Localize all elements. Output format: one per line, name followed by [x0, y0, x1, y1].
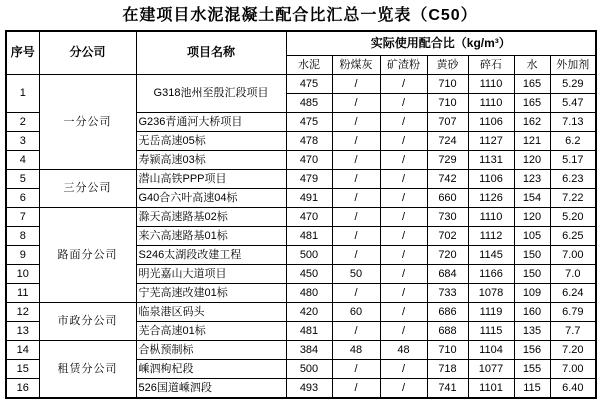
value-cell: 120 — [514, 151, 550, 170]
project-cell: 嵊泗枸杞段 — [136, 360, 286, 379]
value-cell: 710 — [427, 94, 468, 113]
value-cell: 720 — [427, 246, 468, 265]
page-title: 在建项目水泥混凝土配合比汇总一览表（C50） — [122, 7, 478, 24]
value-cell: 155 — [514, 360, 550, 379]
row-number-cell: 15 — [6, 360, 39, 379]
value-cell: 724 — [427, 132, 468, 151]
project-cell: 宁芜高速改建01标 — [136, 284, 286, 303]
value-cell: 481 — [286, 227, 332, 246]
value-cell: / — [380, 284, 427, 303]
value-cell: 688 — [427, 322, 468, 341]
value-cell: 150 — [514, 265, 550, 284]
value-cell: 1106 — [468, 113, 514, 132]
project-cell: 潜山高铁PPP项目 — [136, 170, 286, 189]
value-cell: / — [332, 322, 380, 341]
header-sand: 黄砂 — [427, 56, 468, 75]
value-cell: 6.2 — [550, 132, 596, 151]
value-cell: 6.25 — [550, 227, 596, 246]
row-number-cell: 11 — [6, 284, 39, 303]
value-cell: / — [380, 360, 427, 379]
branch-cell: 租赁分公司 — [39, 341, 136, 399]
value-cell: 1110 — [468, 208, 514, 227]
value-cell: 121 — [514, 132, 550, 151]
value-cell: 1127 — [468, 132, 514, 151]
value-cell: 480 — [286, 284, 332, 303]
value-cell: 48 — [332, 341, 380, 360]
row-number-cell: 10 — [6, 265, 39, 284]
table-row — [6, 75, 596, 94]
branch-cell: 一分公司 — [39, 75, 136, 170]
header-water: 水 — [514, 56, 550, 75]
value-cell: 165 — [514, 75, 550, 94]
header-fly-ash: 粉煤灰 — [332, 56, 380, 75]
table-header — [6, 31, 596, 75]
value-cell: 5.20 — [550, 208, 596, 227]
value-cell: / — [332, 132, 380, 151]
value-cell: / — [380, 227, 427, 246]
value-cell: / — [332, 208, 380, 227]
value-cell: / — [332, 151, 380, 170]
value-cell: 475 — [286, 113, 332, 132]
project-cell: 寿颍高速03标 — [136, 151, 286, 170]
project-cell: 临泉港区码头 — [136, 303, 286, 322]
value-cell: / — [332, 360, 380, 379]
project-cell: 合枞预制标 — [136, 341, 286, 360]
value-cell: 493 — [286, 379, 332, 399]
value-cell: 702 — [427, 227, 468, 246]
project-cell: G40合六叶高速04标 — [136, 189, 286, 208]
value-cell: 7.22 — [550, 189, 596, 208]
row-number-cell: 8 — [6, 227, 39, 246]
value-cell: 162 — [514, 113, 550, 132]
value-cell: 730 — [427, 208, 468, 227]
value-cell: / — [332, 246, 380, 265]
value-cell: 109 — [514, 284, 550, 303]
project-cell: G318池州至殷汇段项目 — [136, 75, 286, 113]
value-cell: 7.00 — [550, 360, 596, 379]
row-number-cell: 13 — [6, 322, 39, 341]
table-row — [6, 303, 596, 322]
value-cell: 50 — [332, 265, 380, 284]
value-cell: 1077 — [468, 360, 514, 379]
value-cell: / — [380, 208, 427, 227]
header-branch: 分公司 — [39, 31, 136, 75]
value-cell: 729 — [427, 151, 468, 170]
value-cell: / — [380, 170, 427, 189]
table-body — [6, 75, 596, 399]
value-cell: / — [332, 284, 380, 303]
value-cell: 741 — [427, 379, 468, 399]
value-cell: 485 — [286, 94, 332, 113]
row-number-cell: 2 — [6, 113, 39, 132]
value-cell: 135 — [514, 322, 550, 341]
value-cell: / — [380, 322, 427, 341]
value-cell: 6.24 — [550, 284, 596, 303]
project-cell: 无岳高速05标 — [136, 132, 286, 151]
value-cell: 1166 — [468, 265, 514, 284]
row-number-cell: 12 — [6, 303, 39, 322]
value-cell: / — [380, 75, 427, 94]
header-row-main — [6, 31, 596, 56]
project-cell: G236青通河大桥项目 — [136, 113, 286, 132]
value-cell: 479 — [286, 170, 332, 189]
value-cell: / — [332, 379, 380, 399]
value-cell: 5.47 — [550, 94, 596, 113]
project-cell: 滁天高速路基02标 — [136, 208, 286, 227]
value-cell: / — [332, 189, 380, 208]
row-number-cell: 4 — [6, 151, 39, 170]
value-cell: 115 — [514, 379, 550, 399]
project-cell: 526国道嵊泗段 — [136, 379, 286, 399]
value-cell: 5.17 — [550, 151, 596, 170]
value-cell: 1078 — [468, 284, 514, 303]
branch-cell: 路面分公司 — [39, 208, 136, 303]
value-cell: 156 — [514, 341, 550, 360]
value-cell: / — [380, 113, 427, 132]
value-cell: / — [380, 379, 427, 399]
value-cell: 1106 — [468, 170, 514, 189]
value-cell: 475 — [286, 75, 332, 94]
header-no: 序号 — [6, 31, 39, 75]
row-number-cell: 1 — [6, 75, 39, 113]
value-cell: 5.29 — [550, 75, 596, 94]
value-cell: 733 — [427, 284, 468, 303]
mix-ratio-table — [5, 30, 597, 399]
value-cell: 500 — [286, 360, 332, 379]
value-cell: / — [332, 94, 380, 113]
value-cell: 684 — [427, 265, 468, 284]
value-cell: 660 — [427, 189, 468, 208]
value-cell: 7.00 — [550, 246, 596, 265]
value-cell: 710 — [427, 341, 468, 360]
header-admixture: 外加剂 — [550, 56, 596, 75]
table-row — [6, 208, 596, 227]
value-cell: / — [332, 113, 380, 132]
project-cell: 芜合高速01标 — [136, 322, 286, 341]
value-cell: 165 — [514, 94, 550, 113]
value-cell: 707 — [427, 113, 468, 132]
value-cell: 384 — [286, 341, 332, 360]
value-cell: 450 — [286, 265, 332, 284]
row-number-cell: 9 — [6, 246, 39, 265]
header-mix-group: 实际使用配合比（kg/m³） — [286, 31, 596, 56]
value-cell: 7.0 — [550, 265, 596, 284]
header-gravel: 碎石 — [468, 56, 514, 75]
value-cell: 7.7 — [550, 322, 596, 341]
row-number-cell: 7 — [6, 208, 39, 227]
value-cell: 6.79 — [550, 303, 596, 322]
row-number-cell: 14 — [6, 341, 39, 360]
value-cell: 1126 — [468, 189, 514, 208]
value-cell: / — [380, 246, 427, 265]
value-cell: / — [380, 132, 427, 151]
project-cell: 来六高速路基01标 — [136, 227, 286, 246]
value-cell: 718 — [427, 360, 468, 379]
value-cell: 1104 — [468, 341, 514, 360]
project-cell: 明光嘉山大道项目 — [136, 265, 286, 284]
value-cell: / — [380, 94, 427, 113]
value-cell: 1145 — [468, 246, 514, 265]
value-cell: 470 — [286, 208, 332, 227]
row-number-cell: 5 — [6, 170, 39, 189]
value-cell: 1112 — [468, 227, 514, 246]
project-cell: S246太湖段改建工程 — [136, 246, 286, 265]
value-cell: 7.13 — [550, 113, 596, 132]
value-cell: / — [332, 227, 380, 246]
value-cell: 7.20 — [550, 341, 596, 360]
row-number-cell: 16 — [6, 379, 39, 399]
value-cell: 60 — [332, 303, 380, 322]
value-cell: 120 — [514, 208, 550, 227]
value-cell: 1110 — [468, 94, 514, 113]
value-cell: 6.23 — [550, 170, 596, 189]
branch-cell: 三分公司 — [39, 170, 136, 208]
value-cell: / — [380, 189, 427, 208]
value-cell: 470 — [286, 151, 332, 170]
value-cell: 686 — [427, 303, 468, 322]
value-cell: 742 — [427, 170, 468, 189]
value-cell: 6.40 — [550, 379, 596, 399]
value-cell: 420 — [286, 303, 332, 322]
value-cell: / — [332, 170, 380, 189]
table-row — [6, 170, 596, 189]
value-cell: / — [380, 265, 427, 284]
value-cell: 1131 — [468, 151, 514, 170]
row-number-cell: 3 — [6, 132, 39, 151]
value-cell: 1110 — [468, 75, 514, 94]
value-cell: 478 — [286, 132, 332, 151]
value-cell: / — [332, 75, 380, 94]
value-cell: 123 — [514, 170, 550, 189]
value-cell: 500 — [286, 246, 332, 265]
value-cell: 1101 — [468, 379, 514, 399]
header-slag-powder: 矿渣粉 — [380, 56, 427, 75]
value-cell: 150 — [514, 246, 550, 265]
value-cell: 48 — [380, 341, 427, 360]
value-cell: 491 — [286, 189, 332, 208]
header-cement: 水泥 — [286, 56, 332, 75]
row-number-cell: 6 — [6, 189, 39, 208]
value-cell: 1119 — [468, 303, 514, 322]
table-row — [6, 341, 596, 360]
value-cell: 1115 — [468, 322, 514, 341]
value-cell: 160 — [514, 303, 550, 322]
branch-cell: 市政分公司 — [39, 303, 136, 341]
value-cell: 710 — [427, 75, 468, 94]
value-cell: / — [380, 303, 427, 322]
value-cell: / — [380, 151, 427, 170]
value-cell: 105 — [514, 227, 550, 246]
value-cell: 481 — [286, 322, 332, 341]
value-cell: 154 — [514, 189, 550, 208]
header-project: 项目名称 — [136, 31, 286, 75]
